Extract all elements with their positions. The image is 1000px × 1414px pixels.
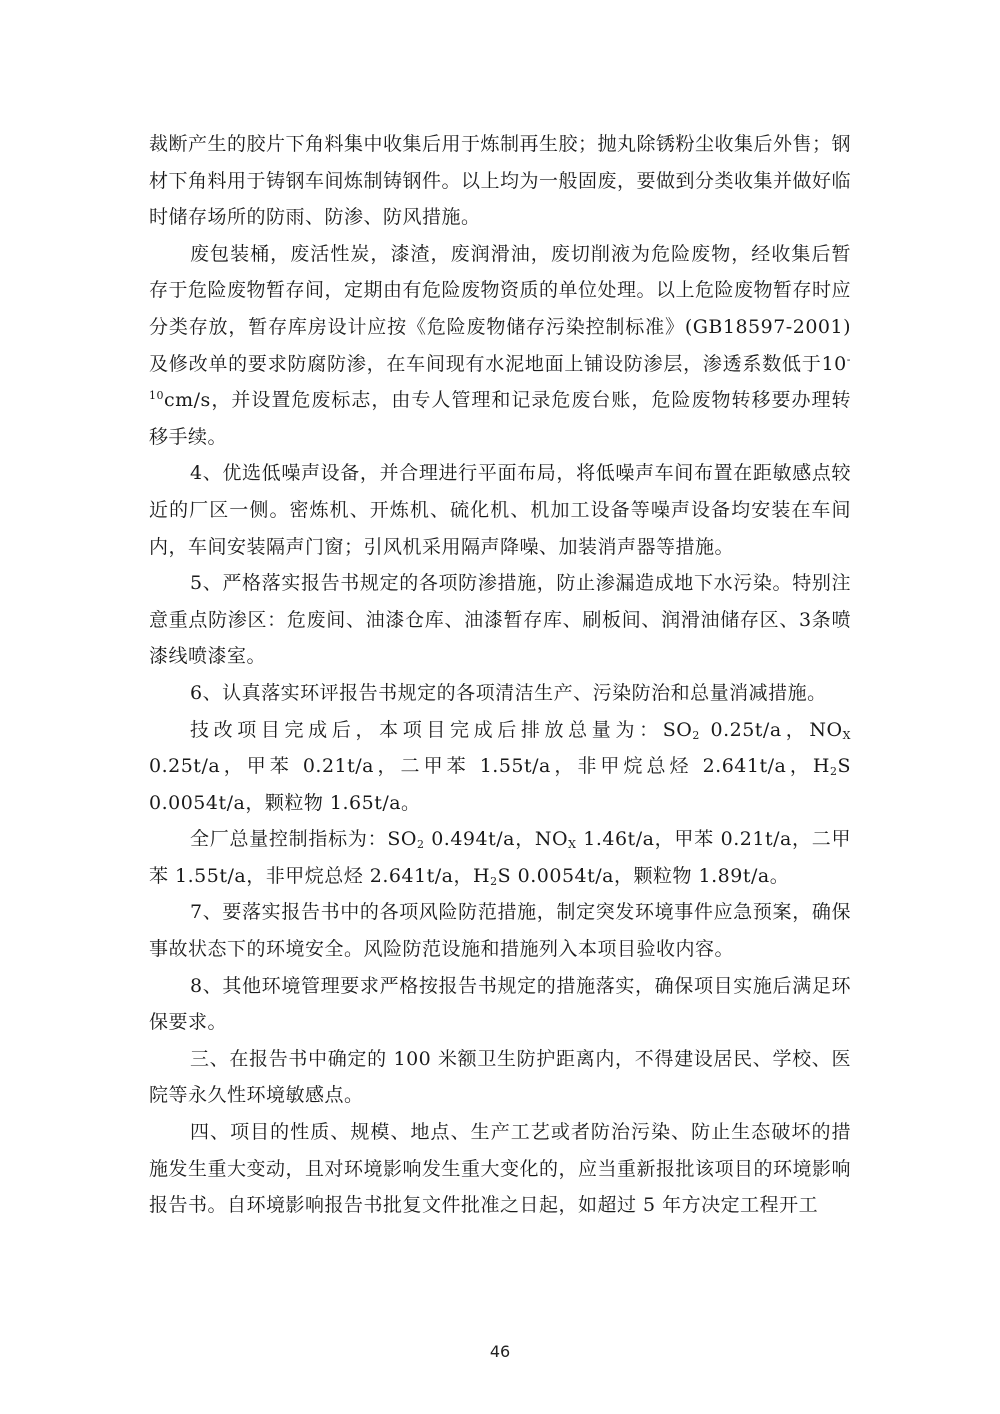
paragraph <box>149 126 851 236</box>
paragraph <box>149 712 851 822</box>
paragraph-text: 0.25t/a，NO <box>699 718 843 741</box>
paragraph <box>149 455 851 565</box>
paragraph-text: 7、要落实报告书中的各项风险防范措施，制定突发环境事件应急预案，确保事故状态下的环境安全。风险防范设施和措施列入本项目验收内容。 <box>149 901 851 961</box>
paragraph-text: 5、严格落实报告书规定的各项防渗措施，防止渗漏造成地下水污染。特别注意重点防渗区：危废间、油漆仓库、油漆暂存库、刷板间、润滑油储存区、3条喷漆线喷漆室。 <box>149 572 851 668</box>
subscript: X <box>842 728 851 742</box>
document-body <box>149 126 851 1224</box>
page-number: 46 <box>489 1342 511 1361</box>
paragraph <box>149 1041 851 1114</box>
paragraph-text: 8、其他环境管理要求严格按报告书规定的措施落实，确保项目实施后满足环保要求。 <box>149 974 851 1034</box>
paragraph-text: 裁断产生的胶片下角料集中收集后用于炼制再生胶；抛丸除锈粉尘收集后外售；钢材下角料用于铸钢车间炼制铸钢件。以上均为一般固废，要做到分类收集并做好临时储存场所的防雨、防渗、防风措施。 <box>149 133 852 229</box>
paragraph <box>149 565 851 675</box>
superscript: -10 <box>149 352 851 403</box>
paragraph-text: 1.46t/a，甲苯 0.21t/a，二甲苯 1.55t/a，非甲烷总烃 2.641t/a，H <box>149 828 852 887</box>
paragraph <box>149 894 851 967</box>
paragraph-text: 0.25t/a，甲苯 0.21t/a，二甲苯 1.55t/a，非甲烷总烃 2.641t/a，H <box>149 755 830 778</box>
subscript: 2 <box>829 765 838 779</box>
paragraph <box>149 236 851 456</box>
paragraph <box>149 968 851 1041</box>
paragraph-text: cm/s，并设置危废标志，由专人管理和记录危废台账，危险废物转移要办理转移手续。 <box>149 389 851 448</box>
paragraph <box>149 675 851 712</box>
paragraph-text: 全厂总量控制指标为：SO <box>190 828 417 851</box>
subscript: 2 <box>490 874 498 888</box>
paragraph <box>149 821 851 894</box>
paragraph-text: 四、项目的性质、规模、地点、生产工艺或者防治污染、防止生态破坏的措施发生重大变动，且对环境影响发生重大变化的，应当重新报批该项目的环境影响报告书。自环境影响报告书批复文件批准之日起，如超过 5 年方决定工程开工 <box>149 1121 852 1217</box>
paragraph-text: S 0.0054t/a，颗粒物 1.89t/a。 <box>497 864 790 887</box>
paragraph-text: S 0.0054t/a，颗粒物 1.65t/a。 <box>149 755 851 814</box>
subscript: 2 <box>692 728 700 742</box>
paragraph-text: 0.494t/a，NO <box>424 828 569 851</box>
paragraph-text: 三、在报告书中确定的 100 米额卫生防护距离内，不得建设居民、学校、医院等永久性环境敏感点。 <box>149 1047 851 1107</box>
paragraph-text: 技改项目完成后，本项目完成后排放总量为：SO <box>190 718 693 741</box>
paragraph <box>149 1114 851 1224</box>
paragraph-text: 4、优选低噪声设备，并合理进行平面布局，将低噪声车间布置在距敏感点较近的厂区一侧。密炼机、开炼机、硫化机、机加工设备等噪声设备均安装在车间内，车间安装隔声门窗；引风机采用隔声降噪、加装消声器等措施。 <box>149 462 851 558</box>
paragraph-text: 6、认真落实环评报告书规定的各项清洁生产、污染防治和总量消减措施。 <box>190 681 827 704</box>
subscript: 2 <box>416 838 425 852</box>
subscript: X <box>568 838 577 852</box>
paragraph-text: 废包装桶，废活性炭，漆渣，废润滑油，废切削液为危险废物，经收集后暂存于危险废物暂存间，定期由有危险废物资质的单位处理。以上危险废物暂存时应分类存放，暂存库房设计应按《危险废物储存污染控制标准》(GB18597-2001)及修改单的要求防腐防渗，在车间现有水泥地面上铺设防渗层，渗透系数低于10 <box>149 242 852 375</box>
